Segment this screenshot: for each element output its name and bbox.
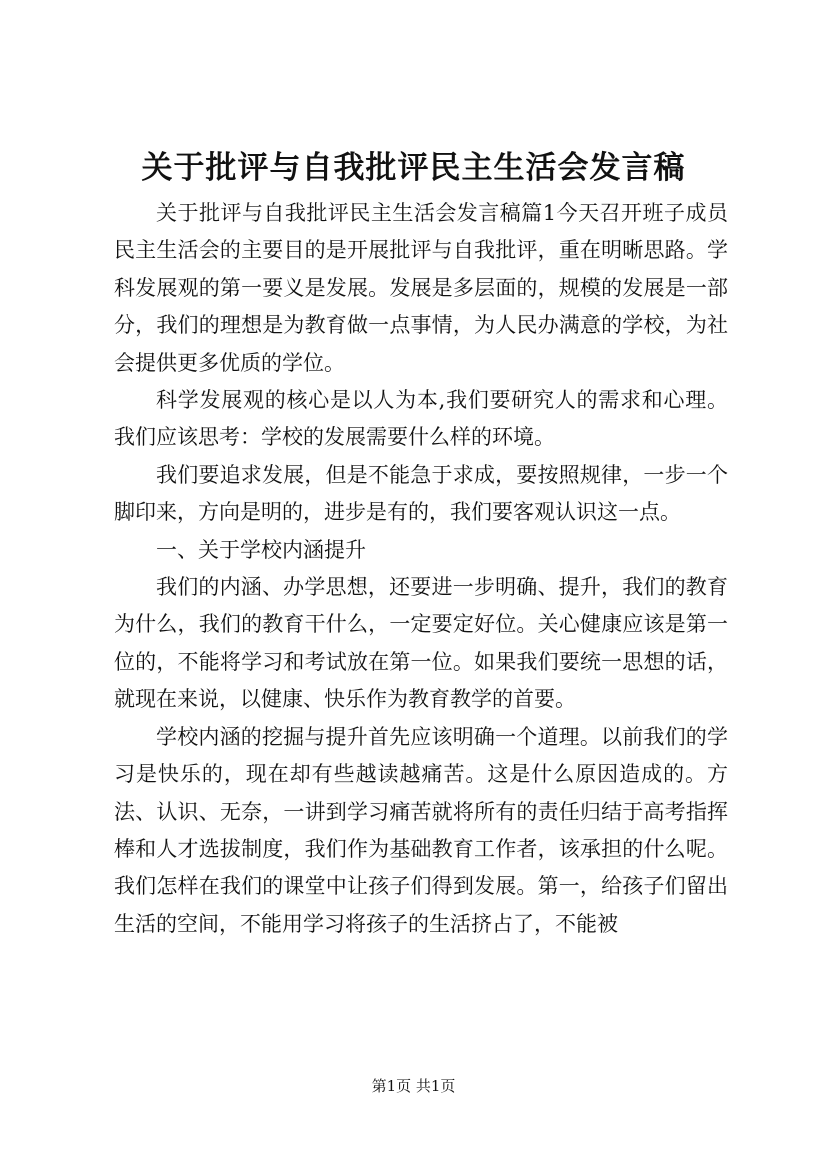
paragraph-4: 我们的内涵、办学思想，还要进一步明确、提升，我们的教育为什么，我们的教育干什么，一定要定好位。关心健康应该是第一位的，不能将学习和考试放在第一位。如果我们要统一思想的话，就现在来说，以健康、快乐作为教育教学的首要。 <box>114 575 728 712</box>
paragraph-5: 学校内涵的挖掘与提升首先应该明确一个道理。以前我们的学习是快乐的，现在却有些越读越痛苦。这是什么原因造成的。方法、认识、无奈，一讲到学习痛苦就将所有的责任归结于高考指挥棒和人才选拔制度，我们作为基础教育工作者，该承担的什么呢。我们怎样在我们的课堂中让孩子们得到发展。第一，给孩子们留出生活的空间，不能用学习将孩子的生活挤占了，不能被 <box>114 724 728 936</box>
paragraph-3: 我们要追求发展，但是不能急于求成，要按照规律，一步一个脚印来，方向是明的，进步是有的，我们要客观认识这一点。 <box>114 462 728 525</box>
page-footer <box>0 1076 827 1096</box>
section-heading: 一、关于学校内涵提升 <box>156 537 366 562</box>
paragraph-1: 关于批评与自我批评民主生活会发言稿篇1今天召开班子成员民主生活会的主要目的是开展批评与自我批评，重在明晰思路。学科发展观的第一要义是发展。发展是多层面的，规模的发展是一部分，我们的理想是为教育做一点事情，为人民办满意的学校，为社会提供更多优质的学位。 <box>114 201 728 375</box>
paragraph-2: 科学发展观的核心是以人为本,我们要研究人的需求和心理。我们应该思考：学校的发展需要什么样的环境。 <box>114 388 728 450</box>
page-number: 第1页 共1页 <box>371 1077 456 1095</box>
document-title: 关于批评与自我批评民主生活会发言稿 <box>141 150 686 186</box>
document-body <box>114 195 728 943</box>
